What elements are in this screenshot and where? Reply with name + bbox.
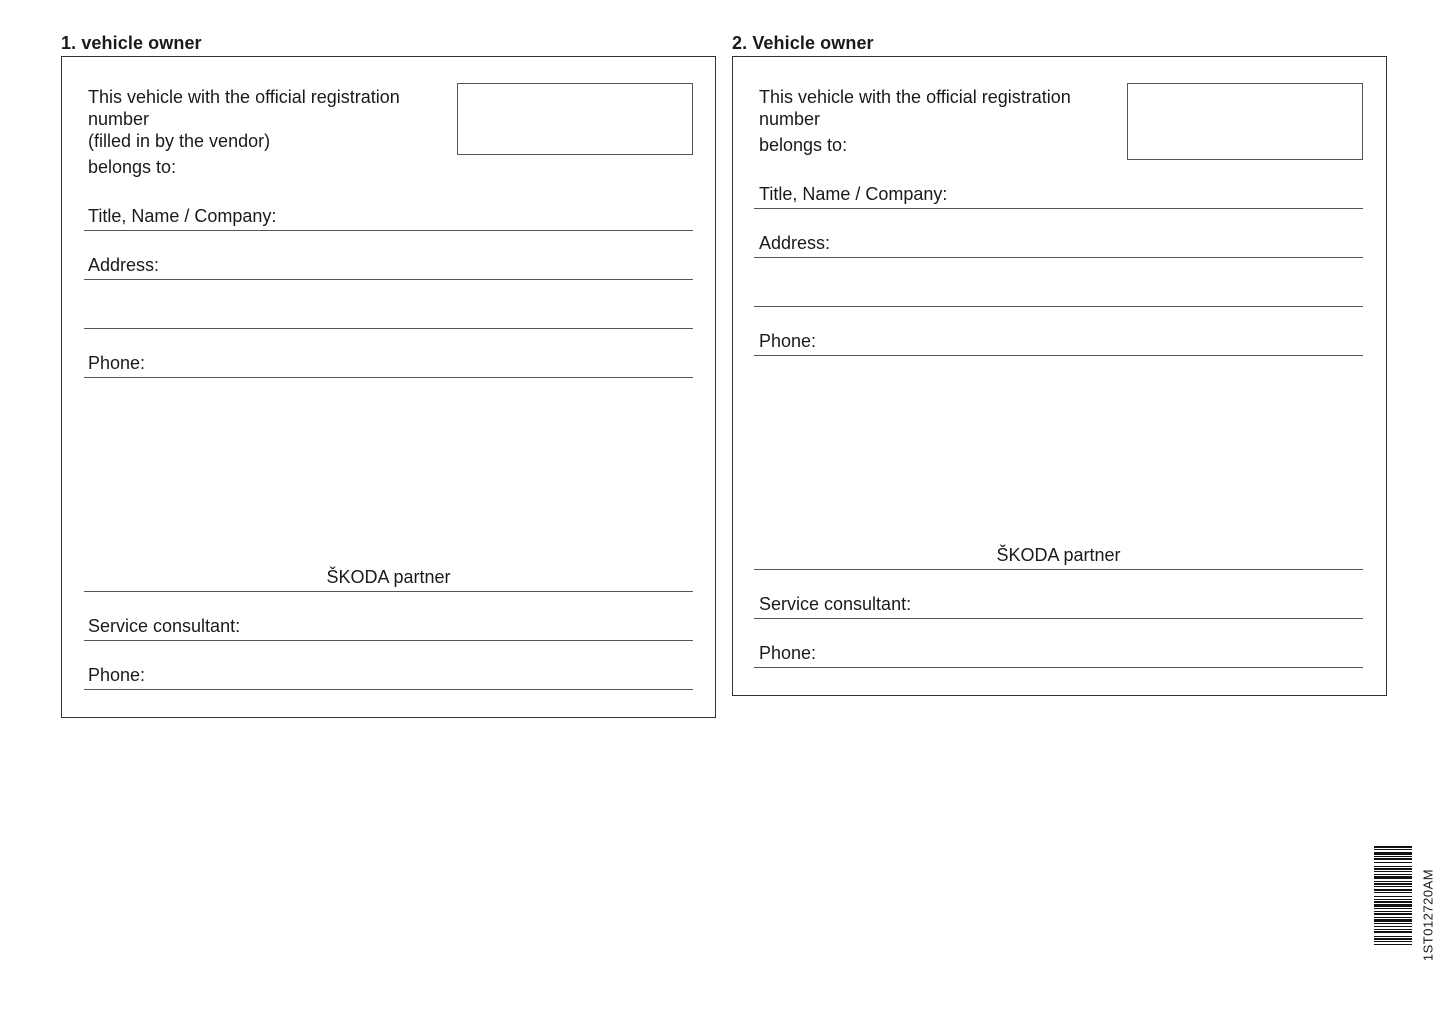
barcode-bar	[1374, 926, 1412, 927]
form1-skoda-partner-label: ŠKODA partner	[326, 567, 451, 587]
form1-title-name-field[interactable]	[84, 230, 693, 231]
form1-title-name-label: Title, Name / Company:	[88, 206, 277, 226]
form1-heading: 1. vehicle owner	[61, 33, 202, 53]
barcode-bar	[1374, 896, 1412, 897]
form2-partner-phone-field[interactable]	[754, 667, 1363, 668]
barcode-bar	[1374, 868, 1412, 870]
barcode-bar	[1374, 913, 1412, 915]
barcode-bar	[1374, 941, 1412, 942]
form2-address-field[interactable]	[754, 257, 1363, 258]
form2-title-name-field[interactable]	[754, 208, 1363, 209]
form1-service-consultant-field[interactable]	[84, 640, 693, 641]
barcode-bar	[1374, 899, 1412, 900]
barcode-bar	[1374, 852, 1412, 855]
barcode-bar	[1374, 904, 1412, 907]
form1-address-field-2[interactable]	[84, 328, 693, 329]
form1-address-label: Address:	[88, 255, 160, 275]
form2-phone-field[interactable]	[754, 355, 1363, 356]
form2-address-label: Address:	[759, 233, 831, 253]
form2-phone-label: Phone:	[759, 331, 817, 351]
barcode-bar	[1374, 874, 1412, 875]
form2-title-name-label: Title, Name / Company:	[759, 184, 948, 204]
barcode-bar	[1374, 858, 1412, 860]
barcode	[1374, 846, 1412, 984]
barcode-bar	[1374, 911, 1412, 912]
barcode-bar	[1374, 936, 1412, 937]
form1-partner-phone-field[interactable]	[84, 689, 693, 690]
form2-service-consultant-label: Service consultant:	[759, 594, 912, 614]
form2-reg-line1: This vehicle with the official registration	[759, 87, 1071, 107]
barcode-bar	[1374, 923, 1412, 924]
barcode-bar	[1374, 886, 1412, 887]
form2-partner-line[interactable]	[754, 569, 1363, 570]
barcode-bar	[1374, 871, 1412, 872]
form1-address-field[interactable]	[84, 279, 693, 280]
barcode-bar	[1374, 876, 1412, 879]
form2-belongs-to: belongs to:	[759, 135, 848, 155]
barcode-bar	[1374, 856, 1412, 857]
barcode-bar	[1374, 919, 1412, 922]
form1-belongs-to: belongs to:	[88, 157, 177, 177]
barcode-icon	[1374, 846, 1412, 984]
barcode-bar	[1374, 883, 1412, 885]
barcode-bar	[1374, 889, 1412, 891]
barcode-bar	[1374, 931, 1412, 933]
barcode-bar	[1374, 944, 1412, 945]
form1-reg-line2: number	[88, 109, 150, 129]
barcode-bar	[1374, 892, 1412, 893]
barcode-bar	[1374, 881, 1412, 882]
form1-phone-field[interactable]	[84, 377, 693, 378]
form2-heading: 2. Vehicle owner	[732, 33, 874, 53]
form2-partner-phone-label: Phone:	[759, 643, 817, 663]
form1-reg-line1: This vehicle with the official registration	[88, 87, 400, 107]
form2-registration-box[interactable]	[1127, 83, 1363, 160]
form2-service-consultant-field[interactable]	[754, 618, 1363, 619]
barcode-bar	[1374, 908, 1412, 909]
form1-service-consultant-label: Service consultant:	[88, 616, 241, 636]
form2-address-field-2[interactable]	[754, 306, 1363, 307]
barcode-bar	[1374, 846, 1412, 848]
barcode-bar	[1374, 849, 1412, 850]
barcode-bar	[1374, 938, 1412, 940]
barcode-bar	[1374, 929, 1412, 930]
form1-registration-box[interactable]	[457, 83, 693, 155]
form1-phone-label: Phone:	[88, 353, 146, 373]
barcode-bar	[1374, 917, 1412, 918]
form2-skoda-partner-label: ŠKODA partner	[996, 545, 1121, 565]
barcode-bar	[1374, 866, 1412, 867]
barcode-bar	[1374, 901, 1412, 903]
form1-partner-line[interactable]	[84, 591, 693, 592]
barcode-bar	[1374, 862, 1412, 863]
document-code: 1ST012720AM	[1420, 868, 1436, 962]
form2-reg-line2: number	[759, 109, 821, 129]
form1-reg-line3: (filled in by the vendor)	[88, 131, 271, 151]
form1-partner-phone-label: Phone:	[88, 665, 146, 685]
